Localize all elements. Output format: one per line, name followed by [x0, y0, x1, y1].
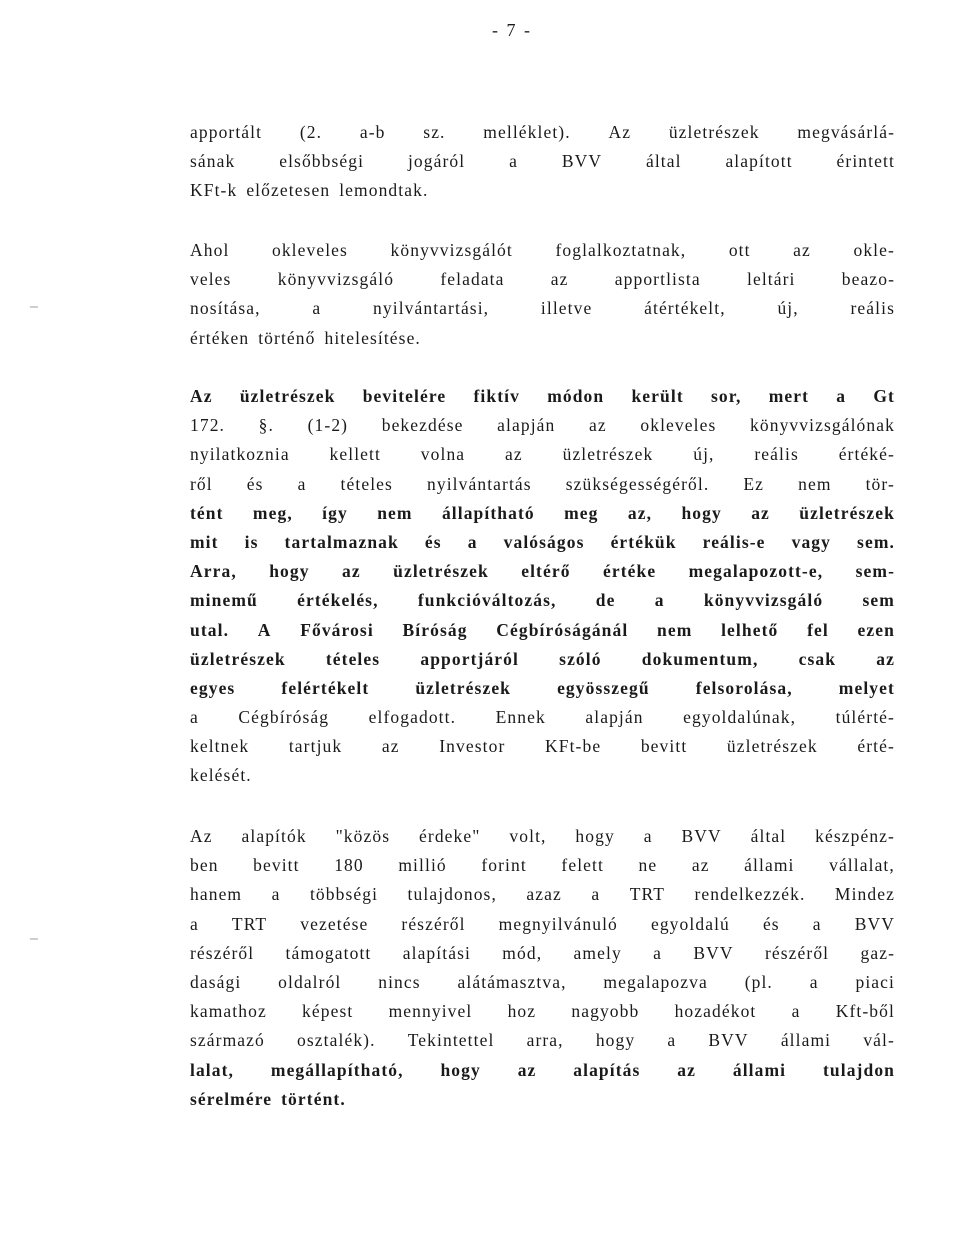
page-number: - 7 -	[492, 20, 532, 40]
paragraph-1	[190, 118, 895, 206]
text-line: hanem a többségi tulajdonos, azaz a TRT rendelkezzék. Mindez	[190, 884, 895, 905]
text-line: üzletrészek tételes apportjáról szóló dokumentum, csak az	[190, 648, 895, 669]
text-line: sérelmére történt.	[190, 1088, 346, 1109]
text-line: nyilatkoznia kellett volna az üzletrészek új, reális értéké-	[190, 444, 895, 465]
text-line: ről és a tételes nyilvántartás szükségességéről. Ez nem tör-	[190, 473, 895, 494]
paragraph-3	[190, 382, 895, 791]
text-line: dasági oldalról nincs alátámasztva, megalapozva (pl. a piaci	[190, 971, 895, 992]
text-line: minemű értékelés, funkcióváltozás, de a könyvvizsgáló sem	[190, 590, 895, 611]
text-line: Az alapítók "közös érdeke" volt, hogy a BVV által készpénz-	[190, 826, 895, 846]
text-line: egyes felértékelt üzletrészek egyösszegű felsorolása, melyet	[190, 677, 895, 698]
text-line: tént meg, így nem állapítható meg az, hogy az üzletrészek	[190, 502, 895, 523]
text-line: utal. A Fővárosi Bíróság Cégbíróságánál nem lelhető fel ezen	[190, 619, 895, 640]
text-line: Arra, hogy az üzletrészek eltérő értéke megalapozott-e, sem-	[190, 561, 895, 582]
text-line: Az üzletrészek bevitelére fiktív módon került sor, mert a Gt	[190, 386, 895, 406]
scan-mark	[30, 306, 38, 308]
scan-mark	[30, 938, 38, 940]
paragraph-2	[190, 236, 895, 353]
text-line: nosítása, a nyilvántartási, illetve átértékelt, új, reális	[190, 298, 895, 319]
paragraph-4	[190, 822, 895, 1114]
text-line: apportált (2. a-b sz. melléklet). Az üzletrészek megvásárlá-	[190, 122, 895, 142]
text-line: mit is tartalmaznak és a valóságos értékük reális-e vagy sem.	[190, 531, 895, 552]
text-line: lalat, megállapítható, hogy az alapítás az állami tulajdon	[190, 1059, 895, 1080]
text-line: sának elsőbbségi jogáról a BVV által alapított érintett	[190, 151, 895, 172]
text-line: a Cégbíróság elfogadott. Ennek alapján egyoldalúnak, túlérté-	[190, 707, 895, 728]
text-line: 172. §. (1-2) bekezdése alapján az okleveles könyvvizsgálónak	[190, 415, 895, 436]
text-line: származó osztalék). Tekintettel arra, hogy a BVV állami vál-	[190, 1030, 895, 1051]
text-line: keltnek tartjuk az Investor KFt-be bevitt üzletrészek érté-	[190, 736, 895, 757]
text-line: ben bevitt 180 millió forint felett ne az állami vállalat,	[190, 855, 895, 876]
text-line: Ahol okleveles könyvvizsgálót foglalkoztatnak, ott az okle-	[190, 240, 895, 260]
text-line: KFt-k előzetesen lemondtak.	[190, 180, 429, 201]
text-line: a TRT vezetése részéről megnyilvánuló egyoldalú és a BVV	[190, 913, 895, 934]
text-line: veles könyvvizsgáló feladata az apportlista leltári beazo-	[190, 269, 895, 290]
text-line: részéről támogatott alapítási mód, amely a BVV részéről gaz-	[190, 942, 895, 963]
text-line: kelését.	[190, 765, 252, 786]
text-line: értéken történő hitelesítése.	[190, 327, 421, 348]
text-line: kamathoz képest mennyivel hoz nagyobb hozadékot a Kft-ből	[190, 1001, 895, 1022]
